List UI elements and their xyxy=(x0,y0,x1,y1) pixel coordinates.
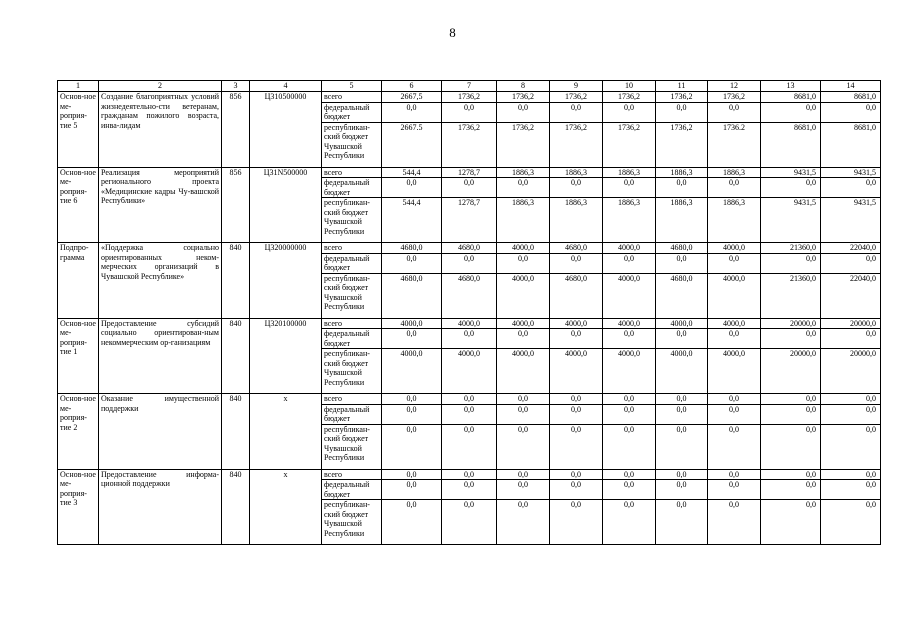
value-cell: 1886,3 xyxy=(603,198,656,243)
value-cell: 0,0 xyxy=(382,102,442,122)
value-cell: 1736,2 xyxy=(708,92,761,103)
value-cell: 0,0 xyxy=(382,424,442,469)
value-cell: 0,0 xyxy=(603,329,656,349)
classification-code-cell: Ц31N500000 xyxy=(250,167,322,243)
column-number: 8 xyxy=(497,81,550,92)
value-cell: 0,0 xyxy=(442,329,497,349)
event-name-cell: Создание благоприятных условий жизнедеятельно-сти ветеранам, гражданам пожилого возраста, инва-лидам xyxy=(99,92,222,168)
event-type-cell: Основ-ное ме-роприя-тие 1 xyxy=(58,318,99,394)
funding-source-cell: республикан-ский бюджет Чувашской Республики xyxy=(322,273,382,318)
value-cell: 1886,3 xyxy=(708,198,761,243)
table-row xyxy=(58,318,881,329)
value-cell: 1886,3 xyxy=(497,198,550,243)
budget-table xyxy=(57,80,881,545)
column-number: 6 xyxy=(382,81,442,92)
value-cell: 0,0 xyxy=(550,394,603,405)
value-cell: 4000,0 xyxy=(497,273,550,318)
value-cell: 9431,5 xyxy=(761,167,821,178)
value-cell: 0,0 xyxy=(550,102,603,122)
value-cell: 4680,0 xyxy=(442,273,497,318)
funding-source-cell: федеральный бюджет xyxy=(322,178,382,198)
value-cell: 4000,0 xyxy=(550,318,603,329)
value-cell: 0,0 xyxy=(761,253,821,273)
event-name-cell: «Поддержка социально ориентированных неком-мерческих организаций в Чувашской Республике» xyxy=(99,243,222,319)
funding-source-cell: всего xyxy=(322,318,382,329)
value-cell: 0,0 xyxy=(821,253,881,273)
value-cell: 0,0 xyxy=(497,500,550,545)
value-cell: 544,4 xyxy=(382,198,442,243)
column-number: 9 xyxy=(550,81,603,92)
value-cell: 8681,0 xyxy=(821,92,881,103)
value-cell: 0,0 xyxy=(603,424,656,469)
value-cell: 0,0 xyxy=(442,424,497,469)
column-number: 14 xyxy=(821,81,881,92)
value-cell: 9431,5 xyxy=(821,198,881,243)
value-cell: 22040,0 xyxy=(821,273,881,318)
value-cell: 4680,0 xyxy=(382,273,442,318)
value-cell: 4000,0 xyxy=(708,273,761,318)
value-cell: 0,0 xyxy=(603,500,656,545)
classification-code-cell: х xyxy=(250,394,322,470)
value-cell: 21360,0 xyxy=(761,243,821,254)
value-cell: 0,0 xyxy=(656,500,708,545)
value-cell: 0,0 xyxy=(550,178,603,198)
value-cell: 0,0 xyxy=(550,500,603,545)
value-cell: 0,0 xyxy=(821,404,881,424)
value-cell: 0,0 xyxy=(382,253,442,273)
page-number: 8 xyxy=(449,25,456,40)
grbs-code-cell: 840 xyxy=(222,243,250,319)
value-cell: 0,0 xyxy=(708,178,761,198)
value-cell: 0,0 xyxy=(603,469,656,480)
value-cell: 0,0 xyxy=(603,480,656,500)
value-cell: 4000,0 xyxy=(708,349,761,394)
value-cell: 0,0 xyxy=(656,394,708,405)
value-cell: 0,0 xyxy=(821,424,881,469)
value-cell: 0,0 xyxy=(761,480,821,500)
table-row xyxy=(58,469,881,480)
event-name-cell: Оказание имущественной поддержки xyxy=(99,394,222,470)
column-number: 12 xyxy=(708,81,761,92)
value-cell: 0,0 xyxy=(497,404,550,424)
value-cell: 20000,0 xyxy=(821,318,881,329)
value-cell: 0,0 xyxy=(603,178,656,198)
table-row xyxy=(58,167,881,178)
value-cell: 0,0 xyxy=(603,404,656,424)
funding-source-cell: всего xyxy=(322,469,382,480)
value-cell: 0,0 xyxy=(708,404,761,424)
value-cell: 0,0 xyxy=(821,469,881,480)
value-cell: 0,0 xyxy=(442,253,497,273)
value-cell: 1736,2 xyxy=(550,122,603,167)
event-type-cell: Основ-ное ме-роприя-тие 6 xyxy=(58,167,99,243)
value-cell: 20000,0 xyxy=(761,349,821,394)
value-cell: 1886,3 xyxy=(603,167,656,178)
value-cell: 4000,0 xyxy=(497,243,550,254)
event-type-cell: Основ-ное ме-роприя-тие 3 xyxy=(58,469,99,545)
event-name-cell: Реализация мероприятий регионального проекта «Медицинские кадры Чу-вашской Республики» xyxy=(99,167,222,243)
value-cell: 2667.5 xyxy=(382,122,442,167)
value-cell: 0,0 xyxy=(497,102,550,122)
value-cell: 8681,0 xyxy=(761,122,821,167)
value-cell: 0,0 xyxy=(442,500,497,545)
classification-code-cell: Ц320000000 xyxy=(250,243,322,319)
value-cell: 1278,7 xyxy=(442,198,497,243)
value-cell: 4680,0 xyxy=(656,243,708,254)
value-cell: 4000,0 xyxy=(550,349,603,394)
value-cell: 1736,2 xyxy=(497,122,550,167)
value-cell: 1736,2 xyxy=(656,122,708,167)
value-cell: 0,0 xyxy=(550,253,603,273)
value-cell: 0,0 xyxy=(382,480,442,500)
value-cell: 0,0 xyxy=(382,404,442,424)
value-cell: 0,0 xyxy=(761,500,821,545)
value-cell: 0,0 xyxy=(550,424,603,469)
value-cell: 0,0 xyxy=(382,329,442,349)
value-cell: 4000,0 xyxy=(382,318,442,329)
value-cell: 1736,2 xyxy=(442,122,497,167)
value-cell: 0,0 xyxy=(550,329,603,349)
classification-code-cell: Ц310500000 xyxy=(250,92,322,168)
value-cell: 4000,0 xyxy=(656,349,708,394)
value-cell: 0,0 xyxy=(442,102,497,122)
value-cell: 0,0 xyxy=(821,500,881,545)
value-cell: 0,0 xyxy=(442,480,497,500)
table-body xyxy=(58,81,881,545)
value-cell: 4680,0 xyxy=(656,273,708,318)
value-cell: 21360,0 xyxy=(761,273,821,318)
value-cell: 1886,3 xyxy=(497,167,550,178)
value-cell: 0,0 xyxy=(761,329,821,349)
funding-source-cell: федеральный бюджет xyxy=(322,329,382,349)
funding-source-cell: республикан-ский бюджет Чувашской Республики xyxy=(322,349,382,394)
table-row xyxy=(58,243,881,254)
table-row xyxy=(58,394,881,405)
value-cell: 2667,5 xyxy=(382,92,442,103)
funding-source-cell: федеральный бюджет xyxy=(322,404,382,424)
value-cell: 0,0 xyxy=(442,469,497,480)
value-cell: 4000,0 xyxy=(603,349,656,394)
value-cell: 0,0 xyxy=(656,480,708,500)
value-cell: 1278,7 xyxy=(442,167,497,178)
value-cell: 1736,2 xyxy=(603,122,656,167)
value-cell: 0,0 xyxy=(382,178,442,198)
value-cell: 0,0 xyxy=(761,404,821,424)
value-cell: 4000,0 xyxy=(442,349,497,394)
event-name-cell: Предоставление информа-ционной поддержки xyxy=(99,469,222,545)
event-name-cell: Предоставление субсидий социально ориентирован-ным некоммерческим ор-ганизациям xyxy=(99,318,222,394)
value-cell: 0,0 xyxy=(550,469,603,480)
value-cell: 0,0 xyxy=(442,394,497,405)
value-cell: 4000,0 xyxy=(656,318,708,329)
value-cell: 0,0 xyxy=(821,480,881,500)
value-cell: 0,0 xyxy=(382,469,442,480)
value-cell: 1886,3 xyxy=(656,198,708,243)
grbs-code-cell: 840 xyxy=(222,394,250,470)
column-number: 11 xyxy=(656,81,708,92)
funding-source-cell: республикан-ский бюджет Чувашской Республики xyxy=(322,424,382,469)
value-cell: 1736.2 xyxy=(708,122,761,167)
value-cell: 0,0 xyxy=(821,394,881,405)
value-cell: 9431,5 xyxy=(761,198,821,243)
value-cell: 9431,5 xyxy=(821,167,881,178)
value-cell: 4000,0 xyxy=(442,318,497,329)
value-cell: 0,0 xyxy=(550,480,603,500)
classification-code-cell: х xyxy=(250,469,322,545)
funding-source-cell: республикан-ский бюджет Чувашской Республики xyxy=(322,198,382,243)
funding-source-cell: всего xyxy=(322,92,382,103)
funding-source-cell: федеральный бюджет xyxy=(322,480,382,500)
value-cell: 0,0 xyxy=(497,178,550,198)
value-cell: 0,0 xyxy=(497,253,550,273)
funding-source-cell: федеральный бюджет xyxy=(322,102,382,122)
value-cell: 0,0 xyxy=(656,469,708,480)
value-cell: 0,0 xyxy=(708,329,761,349)
value-cell: 4000,0 xyxy=(497,349,550,394)
value-cell: 1886,3 xyxy=(656,167,708,178)
funding-source-cell: республикан-ский бюджет Чувашской Республики xyxy=(322,500,382,545)
column-number: 7 xyxy=(442,81,497,92)
grbs-code-cell: 856 xyxy=(222,92,250,168)
value-cell: 4680,0 xyxy=(442,243,497,254)
value-cell: 20000,0 xyxy=(821,349,881,394)
grbs-code-cell: 840 xyxy=(222,318,250,394)
value-cell: 1736,2 xyxy=(550,92,603,103)
table-row xyxy=(58,92,881,103)
value-cell: 0,0 xyxy=(761,424,821,469)
value-cell: 0,0 xyxy=(821,329,881,349)
funding-source-cell: всего xyxy=(322,243,382,254)
value-cell: 0,0 xyxy=(550,404,603,424)
value-cell: 0,0 xyxy=(382,500,442,545)
value-cell: 0,0 xyxy=(708,102,761,122)
grbs-code-cell: 856 xyxy=(222,167,250,243)
value-cell: 0,0 xyxy=(761,178,821,198)
value-cell: 4000,0 xyxy=(497,318,550,329)
column-number: 2 xyxy=(99,81,222,92)
funding-source-cell: республикан-ский бюджет Чувашской Республики xyxy=(322,122,382,167)
column-number: 10 xyxy=(603,81,656,92)
value-cell: 4000,0 xyxy=(382,349,442,394)
value-cell: 4000,0 xyxy=(603,273,656,318)
value-cell: 0,0 xyxy=(821,102,881,122)
column-number: 3 xyxy=(222,81,250,92)
value-cell: 0,0 xyxy=(708,253,761,273)
grbs-code-cell: 840 xyxy=(222,469,250,545)
value-cell: 4000,0 xyxy=(708,318,761,329)
event-type-cell: Основ-ное ме-роприя-тие 5 xyxy=(58,92,99,168)
value-cell: 0,0 xyxy=(708,469,761,480)
value-cell: 0,0 xyxy=(656,178,708,198)
value-cell: 1736,2 xyxy=(656,92,708,103)
column-number: 13 xyxy=(761,81,821,92)
column-number-row xyxy=(58,81,881,92)
value-cell: 22040,0 xyxy=(821,243,881,254)
value-cell: 0,0 xyxy=(708,424,761,469)
value-cell: 0,0 xyxy=(603,253,656,273)
value-cell: 0,0 xyxy=(708,500,761,545)
value-cell: 8681,0 xyxy=(821,122,881,167)
value-cell: 0,0 xyxy=(497,480,550,500)
value-cell: 0,0 xyxy=(656,329,708,349)
value-cell: 8681,0 xyxy=(761,92,821,103)
value-cell: 0,0 xyxy=(442,404,497,424)
value-cell: 1886,3 xyxy=(708,167,761,178)
value-cell: 0,0 xyxy=(656,424,708,469)
classification-code-cell: Ц320100000 xyxy=(250,318,322,394)
value-cell: 0,0 xyxy=(497,469,550,480)
value-cell: 544,4 xyxy=(382,167,442,178)
column-number: 5 xyxy=(322,81,382,92)
value-cell: 4000,0 xyxy=(603,243,656,254)
funding-source-cell: всего xyxy=(322,167,382,178)
value-cell: 0,0 xyxy=(382,394,442,405)
value-cell: 4000,0 xyxy=(603,318,656,329)
value-cell: 1736,2 xyxy=(603,92,656,103)
value-cell: 0,0 xyxy=(442,178,497,198)
value-cell: 1886,3 xyxy=(550,198,603,243)
value-cell: 0,0 xyxy=(497,424,550,469)
column-number: 4 xyxy=(250,81,322,92)
value-cell: 0,0 xyxy=(497,329,550,349)
funding-source-cell: всего xyxy=(322,394,382,405)
value-cell: 0,0 xyxy=(603,394,656,405)
event-type-cell: Основ-ное ме-роприя-тие 2 xyxy=(58,394,99,470)
value-cell: 20000,0 xyxy=(761,318,821,329)
value-cell: 0,0 xyxy=(761,469,821,480)
funding-source-cell: федеральный бюджет xyxy=(322,253,382,273)
value-cell: 0,0 xyxy=(656,404,708,424)
value-cell: 0,0 xyxy=(708,480,761,500)
value-cell: 0,0 xyxy=(497,394,550,405)
value-cell: 0,0 xyxy=(821,178,881,198)
column-number: 1 xyxy=(58,81,99,92)
value-cell: 0,0 xyxy=(656,102,708,122)
value-cell: 0,0 xyxy=(761,102,821,122)
value-cell: 4680,0 xyxy=(382,243,442,254)
value-cell: 1886,3 xyxy=(550,167,603,178)
value-cell: 4680,0 xyxy=(550,273,603,318)
value-cell: 0,0 xyxy=(656,253,708,273)
value-cell: 0,0 xyxy=(603,102,656,122)
value-cell: 0,0 xyxy=(708,394,761,405)
event-type-cell: Подпро-грамма xyxy=(58,243,99,319)
value-cell: 0,0 xyxy=(761,394,821,405)
value-cell: 4680,0 xyxy=(550,243,603,254)
value-cell: 4000,0 xyxy=(708,243,761,254)
value-cell: 1736,2 xyxy=(497,92,550,103)
value-cell: 1736,2 xyxy=(442,92,497,103)
